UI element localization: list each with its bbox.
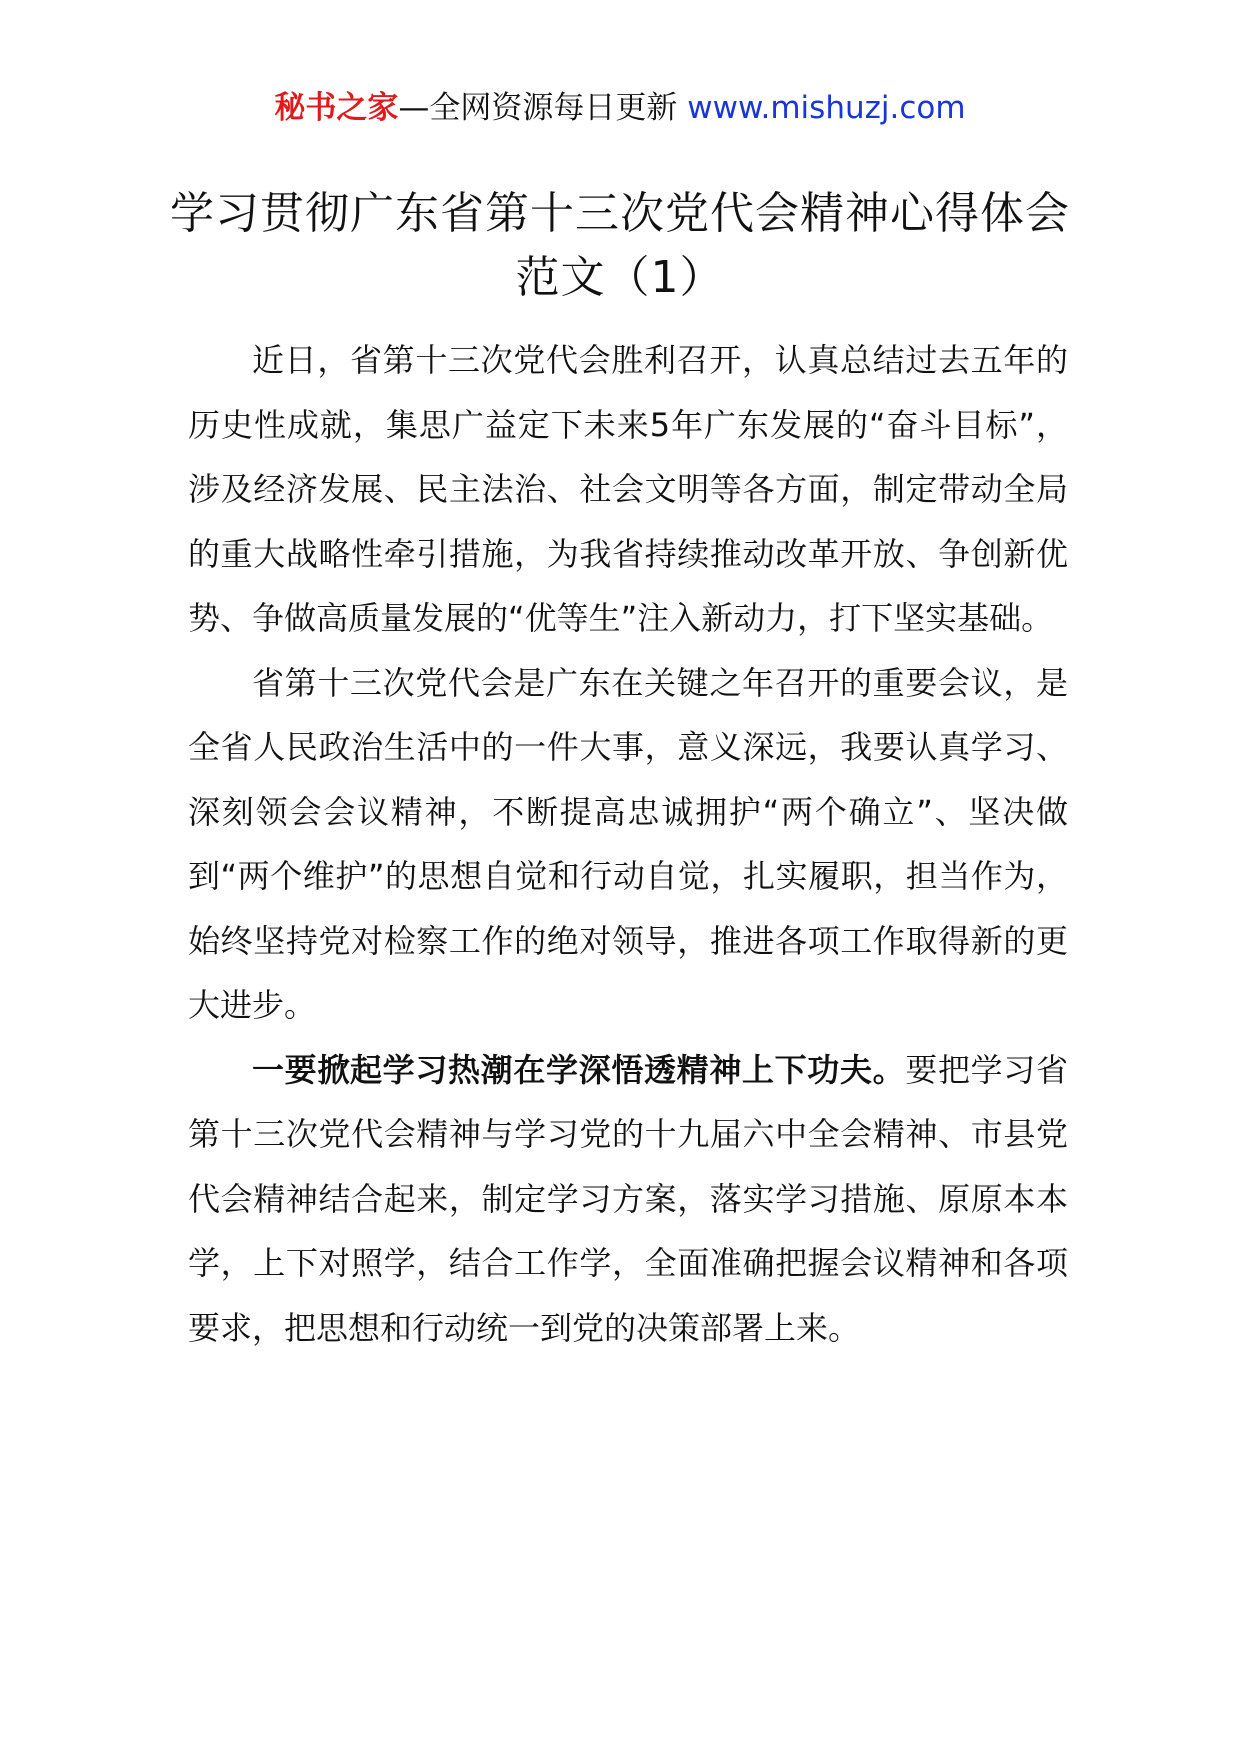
paragraph-text: 近日，省第十三次党代会胜利召开，认真总结过去五年的历史性成就，集思广益定下未来5年广东发展的“奋斗目标”，涉及经济发展、民主法治、社会文明等各方面，制定带动全局的重大战略性牵引措施，为我省持续推动改革开放、争创新优势、争做高质量发展的“优等生”注入新动力，打下坚实基础。	[188, 341, 1068, 637]
brand-name: 秘书之家	[274, 90, 399, 126]
site-header	[0, 86, 1240, 130]
site-url-link[interactable]: www.mishuzj.com	[687, 90, 966, 126]
document-body	[188, 328, 1068, 1360]
paragraph-text: 省第十三次党代会是广东在关键之年召开的重要会议，是全省人民政治生活中的一件大事，意义深远，我要认真学习、深刻领会会议精神，不断提高忠诚拥护“两个确立”、坚决做到“两个维护”的思想自觉和行动自觉，扎实履职，担当作为，始终坚持党对检察工作的绝对领导，推进各项工作取得新的更大进步。	[188, 663, 1068, 1024]
document-title: 学习贯彻广东省第十三次党代会精神心得体会范文（1）	[170, 188, 1070, 303]
paragraph-2	[188, 651, 1068, 1038]
paragraph-3	[188, 1038, 1068, 1361]
paragraph-lead-heading: 一要掀起学习热潮在学深悟透精神上下功夫。	[252, 1050, 906, 1089]
header-slogan: —全网资源每日更新	[398, 90, 678, 126]
paragraph-text: 要把学习省第十三次党代会精神与学习党的十九届六中全会精神、市县党代会精神结合起来，制定学习方案，落实学习措施、原原本本学，上下对照学，结合工作学，全面准确把握会议精神和各项要求，把思想和行动统一到党的决策部署上来。	[188, 1050, 1068, 1347]
paragraph-1	[188, 328, 1068, 651]
